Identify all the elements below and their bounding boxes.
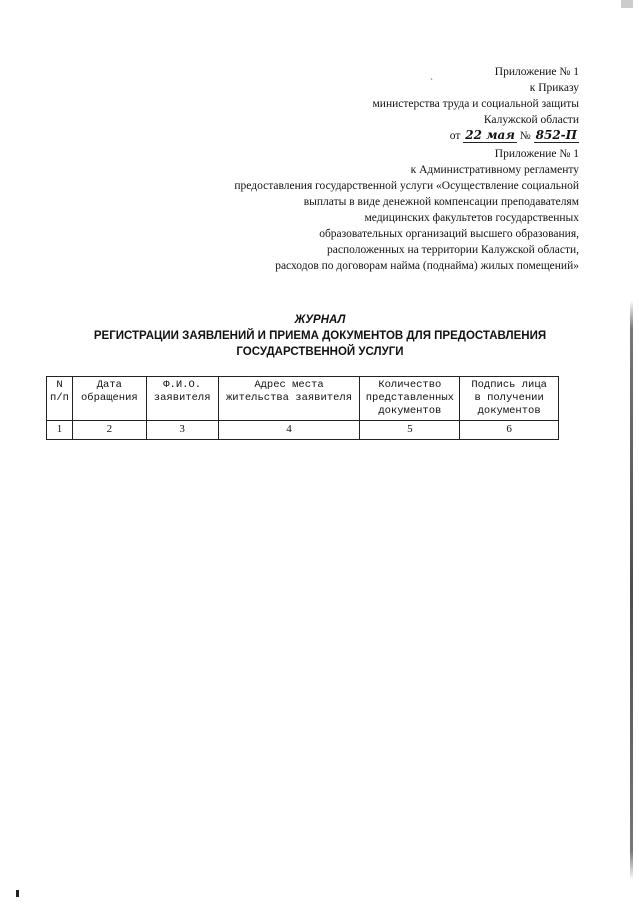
table-header-row: [47, 377, 559, 421]
table-cell: 5: [360, 421, 460, 440]
regulation-annex-line: Приложение № 1: [494, 148, 579, 160]
regulation-annex-block: [199, 146, 579, 274]
title-line: ГОСУДАРСТВЕННОЙ УСЛУГИ: [236, 346, 404, 358]
table-cell: 6: [460, 421, 559, 440]
header-cell-signature: Подпись лица в получении документов: [460, 377, 559, 421]
header-cell-date: Дата обращения: [72, 377, 146, 421]
regulation-annex-line: к Административному регламенту: [410, 164, 579, 176]
scan-artifact-dot: [16, 890, 19, 897]
order-annex-line: Приложение № 1: [494, 66, 579, 78]
title-line: РЕГИСТРАЦИИ ЗАЯВЛЕНИЙ И ПРИЕМА ДОКУМЕНТОВ ДЛЯ ПРЕДОСТАВЛЕНИЯ: [93, 330, 547, 342]
number-prefix: №: [519, 130, 531, 142]
scan-artifact-edge: [630, 300, 633, 880]
regulation-annex-line: расположенных на территории Калужской области,: [327, 244, 579, 256]
header-cell-address: Адрес места жительства заявителя: [218, 377, 360, 421]
journal-title: [40, 312, 600, 360]
header-cell-number: N п/п: [47, 377, 73, 421]
order-annex-line: министерства труда и социальной защиты: [372, 98, 579, 110]
journal-table: [46, 376, 559, 440]
order-annex-block: [373, 64, 579, 144]
table-cell: 3: [146, 421, 218, 440]
order-date-line: [373, 128, 579, 144]
table-cell: 4: [218, 421, 360, 440]
handwritten-date: 22 мая: [465, 128, 515, 142]
order-annex-line: Калужской области: [483, 114, 579, 126]
regulation-annex-line: образовательных организаций высшего образования,: [319, 228, 579, 240]
handwritten-number: 852-П: [535, 128, 577, 142]
table-row: [47, 421, 559, 440]
table-cell: 2: [72, 421, 146, 440]
table-cell: 1: [47, 421, 73, 440]
header-cell-name: Ф.И.О. заявителя: [146, 377, 218, 421]
regulation-annex-line: предоставления государственной услуги «Осуществление социальной: [234, 180, 579, 192]
regulation-annex-line: медицинских факультетов государственных: [364, 212, 579, 224]
regulation-annex-line: выплаты в виде денежной компенсации преподавателям: [303, 196, 579, 208]
scan-artifact-top: [621, 0, 633, 8]
title-line: ЖУРНАЛ: [294, 314, 346, 326]
order-annex-line: к Приказу: [529, 82, 579, 94]
header-cell-doc-count: Количество представленных документов: [360, 377, 460, 421]
scan-mark: ˎ: [430, 70, 433, 80]
date-prefix: от: [449, 130, 461, 142]
regulation-annex-line: расходов по договорам найма (поднайма) жилых помещений»: [275, 260, 579, 272]
